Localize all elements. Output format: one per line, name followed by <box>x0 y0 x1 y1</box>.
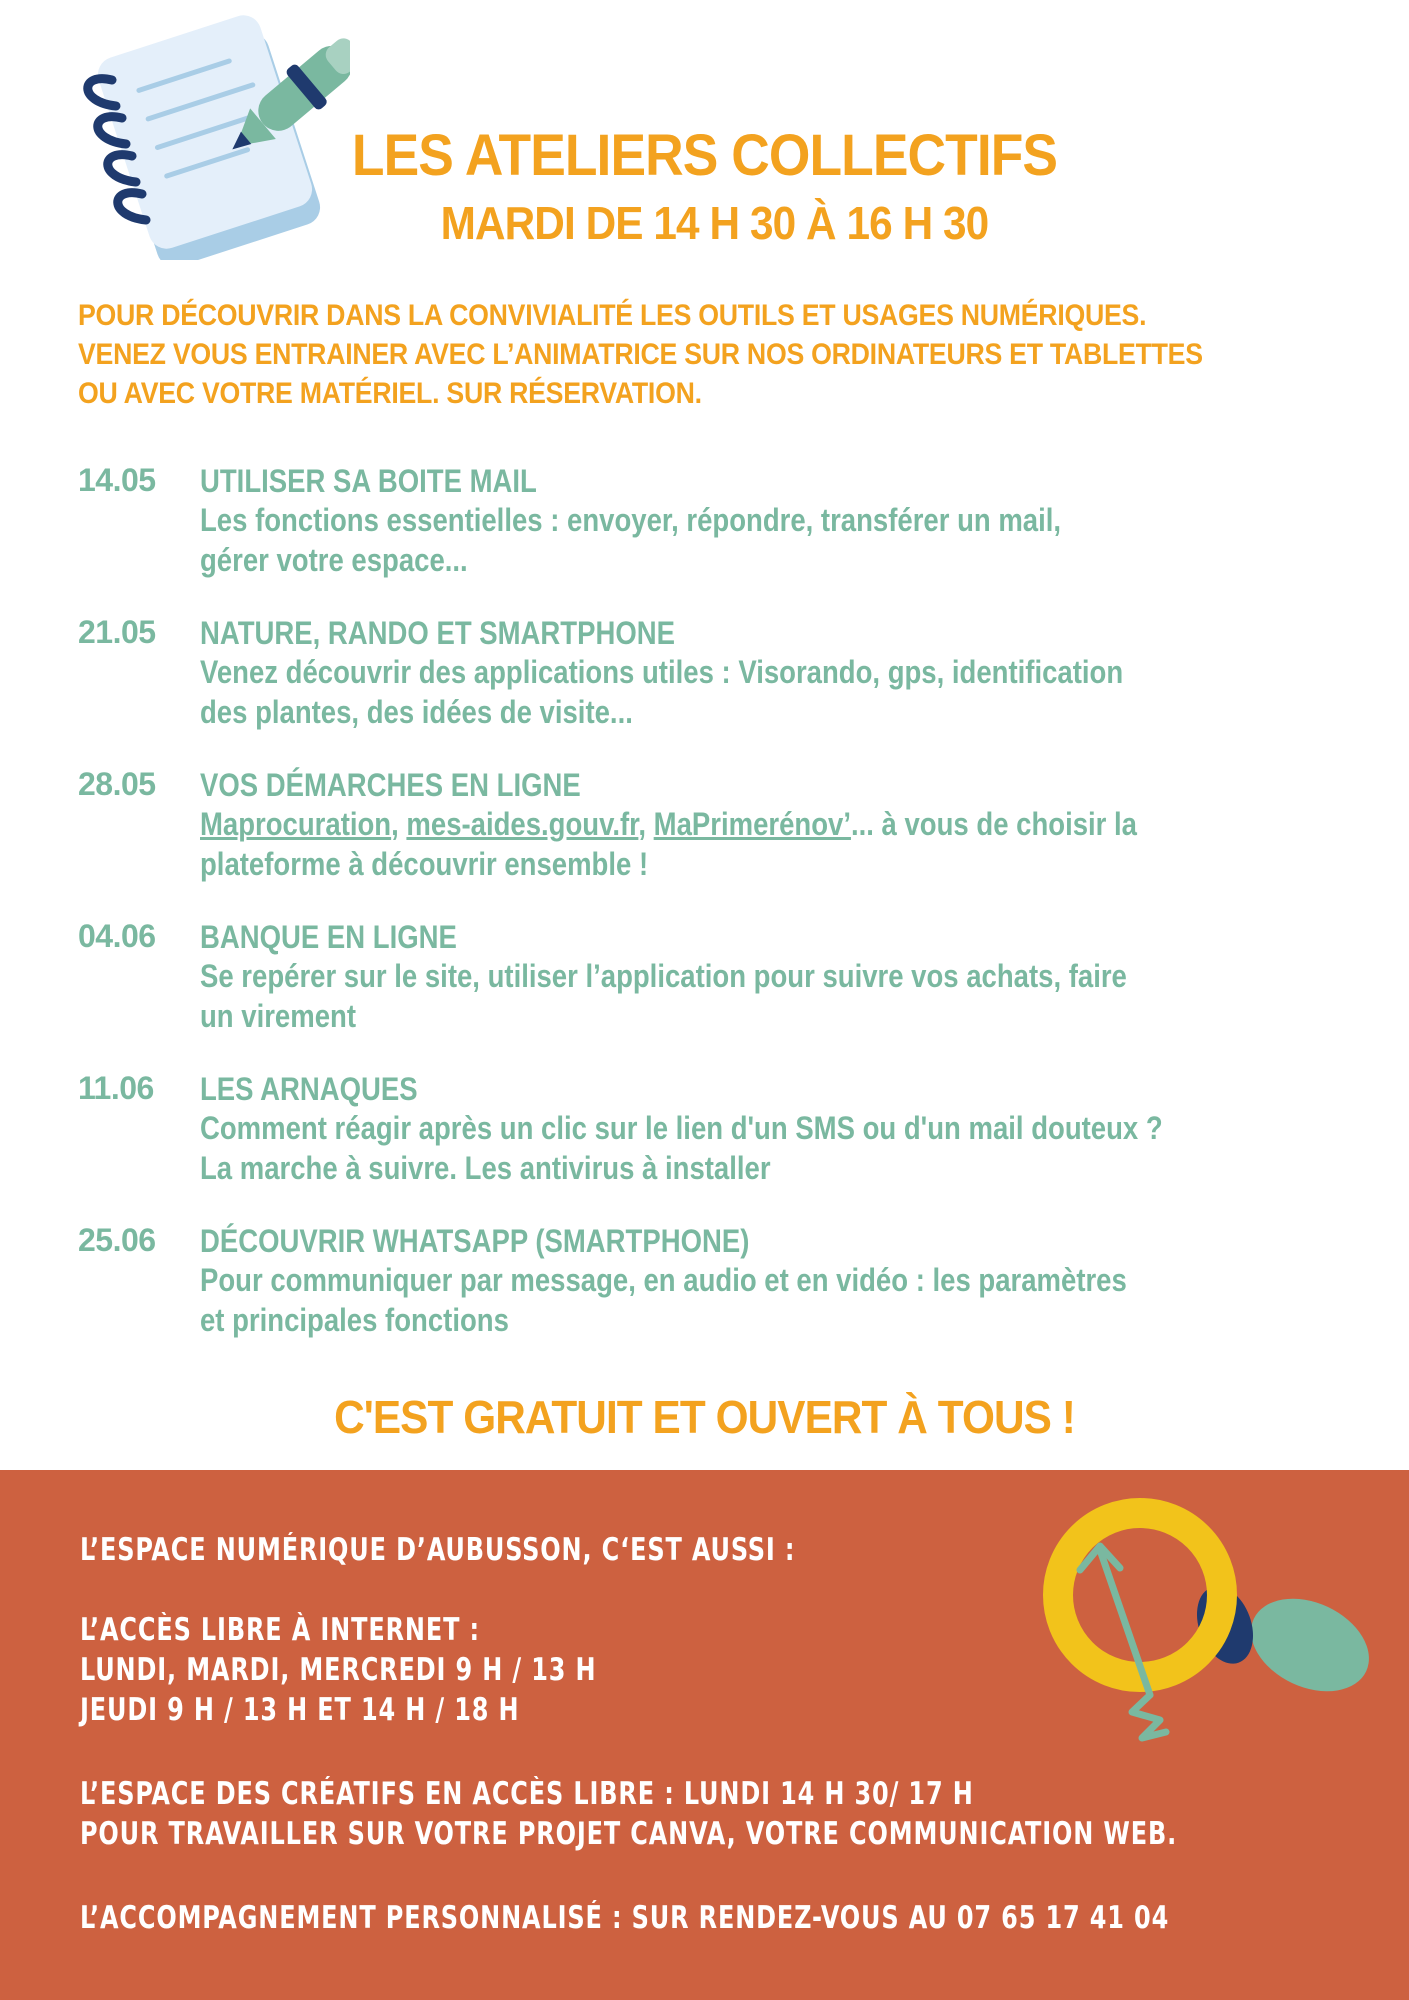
mes-aides-link[interactable]: mes-aides.gouv.fr <box>406 806 639 842</box>
workshop-description <box>200 804 1344 884</box>
workshop-description-line: Les fonctions essentielles : envoyer, répondre, transférer un mail, <box>200 502 1062 538</box>
magnifier-illustration <box>1020 1480 1370 1770</box>
workshop-title: VOS DÉMARCHES EN LIGNE <box>200 767 581 803</box>
workshop-description-line: un virement <box>200 998 356 1034</box>
workshop-date: 14.05 <box>78 462 156 498</box>
workshop-description-line: et principales fonctions <box>200 1302 509 1338</box>
workshop-description <box>200 1108 1344 1188</box>
workshop-date: 25.06 <box>78 1222 156 1258</box>
workshop-description-line: La marche à suivre. Les antivirus à installer <box>200 1150 771 1186</box>
support-line: L’ACCOMPAGNEMENT PERSONNALISÉ : SUR RENDEZ-VOUS AU 07 65 17 41 04 <box>80 1900 1170 1936</box>
access-title: L’ACCÈS LIBRE À INTERNET : <box>80 1612 480 1648</box>
workshop-item <box>78 1066 1338 1218</box>
free-banner: C'EST GRATUIT ET OUVERT À TOUS ! <box>334 1391 1075 1443</box>
workshop-date: 21.05 <box>78 614 156 650</box>
workshop-description <box>200 500 1344 580</box>
access-hours-line: LUNDI, MARDI, MERCREDI 9 H / 13 H <box>80 1652 597 1688</box>
maprimerenov-link[interactable]: MaPrimerénov’ <box>653 806 851 842</box>
workshop-title: LES ARNAQUES <box>200 1071 418 1107</box>
intro-line: POUR DÉCOUVRIR DANS LA CONVIVIALITÉ LES OUTILS ET USAGES NUMÉRIQUES. <box>78 299 1147 332</box>
workshop-item <box>78 762 1338 914</box>
intro-text <box>78 296 1348 413</box>
workshop-description-line: Comment réagir après un clic sur le lien d'un SMS ou d'un mail douteux ? <box>200 1110 1163 1146</box>
workshop-date: 11.06 <box>78 1070 154 1106</box>
maprocuration-link[interactable]: Maprocuration <box>200 806 392 842</box>
separator: , <box>638 806 654 842</box>
workshop-item <box>78 458 1338 610</box>
workshop-description-rest: ... à vous de choisir la <box>850 806 1137 842</box>
workshop-description-line <box>200 804 1344 844</box>
workshop-item <box>78 914 1338 1066</box>
workshop-item <box>78 610 1338 762</box>
page-title: LES ATELIERS COLLECTIFS <box>351 123 1058 188</box>
creatives-line: POUR TRAVAILLER SUR VOTRE PROJET CANVA, VOTRE COMMUNICATION WEB. <box>80 1816 1178 1852</box>
workshop-date: 04.06 <box>78 918 156 954</box>
workshop-description-line: des plantes, des idées de visite... <box>200 694 633 730</box>
separator: , <box>391 806 407 842</box>
workshop-description-line: Pour communiquer par message, en audio et en vidéo : les paramètres <box>200 1262 1127 1298</box>
workshop-title: NATURE, RANDO ET SMARTPHONE <box>200 615 675 651</box>
workshop-description <box>200 1260 1344 1340</box>
page-subtitle: MARDI DE 14 H 30 À 16 H 30 <box>440 197 989 249</box>
workshop-title: BANQUE EN LIGNE <box>200 919 457 955</box>
creatives-line: L’ESPACE DES CRÉATIFS EN ACCÈS LIBRE : LUNDI 14 H 30/ 17 H <box>80 1776 974 1812</box>
workshop-list <box>78 458 1338 1370</box>
workshop-title: DÉCOUVRIR WHATSAPP (SMARTPHONE) <box>200 1223 750 1259</box>
workshop-description-line: plateforme à découvrir ensemble ! <box>200 846 649 882</box>
workshop-description <box>200 652 1344 732</box>
intro-line: OU AVEC VOTRE MATÉRIEL. SUR RÉSERVATION. <box>78 377 702 410</box>
workshop-title: UTILISER SA BOITE MAIL <box>200 463 537 499</box>
workshop-item <box>78 1218 1338 1370</box>
workshop-description-line: Se repérer sur le site, utiliser l’application pour suivre vos achats, faire <box>200 958 1127 994</box>
workshop-description <box>200 956 1344 1036</box>
workshop-description-line: Venez découvrir des applications utiles : Visorando, gps, identification <box>200 654 1124 690</box>
footer-heading: L’ESPACE NUMÉRIQUE D’AUBUSSON, C‘EST AUSSI : <box>80 1532 796 1568</box>
intro-line: VENEZ VOUS ENTRAINER AVEC L’ANIMATRICE SUR NOS ORDINATEURS ET TABLETTES <box>78 338 1203 371</box>
workshop-date: 28.05 <box>78 766 156 802</box>
workshop-description-line: gérer votre espace... <box>200 542 468 578</box>
access-hours-line: JEUDI 9 H / 13 H ET 14 H / 18 H <box>80 1692 520 1728</box>
